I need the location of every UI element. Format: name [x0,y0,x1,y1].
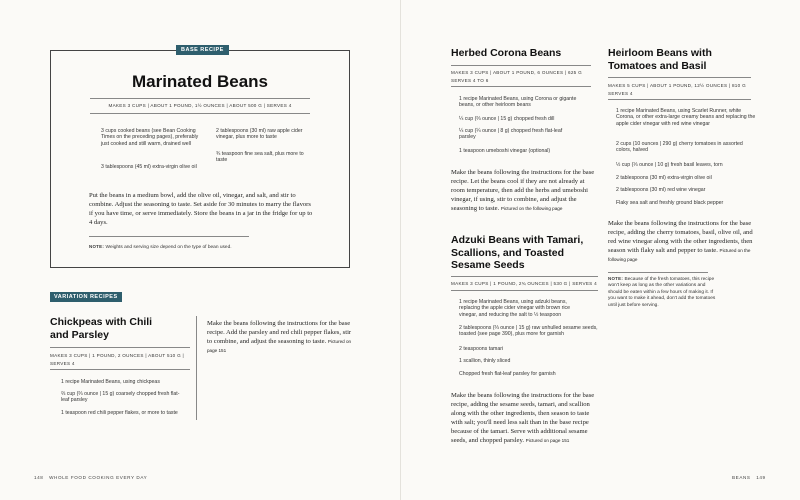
chickpeas-page-ref: Pictured on page 151 [207,339,352,353]
base-ingredient: 3 cups cooked beans (see Bean Cooking Times on the preceding pages), preferably just cooked and still warm, drained well [101,128,199,147]
right-running-title: BEANS [732,475,751,480]
base-ingredient: ¾ teaspoon fine sea salt, plus more to taste [216,151,304,164]
right-page-number: 149 [756,475,766,480]
base-recipe-yield: MAKES 3 CUPS | ABOUT 1 POUND, 1½ OUNCES | ABOUT 500 G | SERVES 4 [108,103,292,108]
heirloom-ingredient: Flaky sea salt and freshly ground black pepper [616,200,724,206]
chickpeas-ingredient: ⅔ cup (⅔ ounce | 15 g) coarsely chopped fresh flat-leaf parsley [61,391,180,404]
note-label: NOTE: [89,244,105,249]
adzuki-title-line: Adzuki Beans with Tamari, [451,234,584,246]
chickpeas-title-line: and Parsley [50,328,109,341]
adzuki-page-ref: Pictured on page 151 [525,438,570,443]
chickpeas-yield-line: SERVES 4 [50,361,75,366]
adzuki-ingredient: 1 scallion, thinly sliced [459,358,511,364]
heirloom-method-text: Make the beans following the instructions for the base recipe, adding the cherry tomatoes, basil, olive oil, and red wine vinegar along with the other ingredients, then season with flaky salt and pepper to taste. [608,220,753,254]
chickpeas-ingredient: 1 teaspoon red chili pepper flakes, or more to taste [61,410,178,416]
chickpeas-method [207,319,357,355]
corona-yield-rule-bottom [451,86,591,87]
base-note-rule [89,236,249,237]
base-ingredient: 3 tablespoons (45 ml) extra-virgin olive oil [101,164,197,170]
base-recipe-tag: BASE RECIPE [176,45,229,55]
heirloom-ingredient: 2 tablespoons (30 ml) red wine vinegar [616,187,706,193]
adzuki-ingredient: 2 tablespoons (⅔ ounce | 15 g) raw unhulled sesame seeds, toasted (see page 390), plus more for garnish [459,325,598,338]
corona-page-ref: Pictured on the following page [500,206,563,211]
adzuki-ingredient: 1 recipe Marinated Beans, using adzuki beans, replacing the apple cider vinegar with brown rice vinegar, and reducing the salt to ½ teaspoon [459,299,571,318]
base-note [89,244,319,251]
adzuki-title-line: Scallions, and Toasted [451,246,564,259]
heirloom-method [608,219,756,264]
chickpeas-method-rule [196,316,197,420]
chickpeas-title-line: Chickpeas with Chili [50,316,153,328]
base-note-text: Weights and serving size depend on the type of bean used. [105,245,232,250]
corona-method [451,168,598,213]
adzuki-yield-rule-top [451,276,598,277]
heirloom-yield-rule-top [608,77,751,78]
adzuki-method [451,391,601,445]
base-yield-rule-top [90,98,310,99]
heirloom-note [608,276,718,309]
corona-yield-line: MAKES 3 CUPS | ABOUT 1 POUND, 6 OUNCES | 625 G [451,70,582,75]
corona-ingredient: ¼ cup (⅔ ounce | 15 g) chopped fresh dill [459,116,555,122]
corona-ingredient: 1 teaspoon umeboshi vinegar (optional) [459,148,551,154]
chickpeas-method-text: Make the beans following the instructions for the base recipe. Add the parsley and red chili pepper flakes, stir to combine, and adjust the seasoning to taste. [207,320,352,345]
heirloom-yield-line: MAKES 5 CUPS | ABOUT 1 POUND, 12½ OUNCES | 810 G [608,83,746,88]
left-footer [34,475,147,480]
left-running-title: WHOLE FOOD COOKING EVERY DAY [49,475,148,480]
heirloom-page-ref: Pictured on the following page [608,248,751,262]
heirloom-title-line: Tomatoes and Basil [608,59,707,72]
heirloom-yield [608,82,758,98]
heirloom-title-line: Heirloom Beans with [608,47,712,59]
right-page [400,0,800,500]
heirloom-ingredient: 1 recipe Marinated Beans, using Scarlet Runner, white Corona, or other extra-large creamy beans and replacing the apple cider vinegar with red wine vinegar [616,108,756,127]
left-page-number: 148 [34,475,44,480]
adzuki-yield: MAKES 3 CUPS | 1 POUND, 2¾ OUNCES | 530 G | SERVES 4 [451,281,597,286]
adzuki-ingredient: Chopped fresh flat-leaf parsley for garnish [459,371,556,377]
heirloom-ingredient: 2 tablespoons (30 ml) extra-virgin olive oil [616,175,712,181]
corona-title: Herbed Corona Beans [451,47,562,59]
adzuki-ingredient: 2 teaspoons tamari [459,346,504,352]
heirloom-yield-rule-bottom [608,99,751,100]
base-method: Put the beans in a medium bowl, add the olive oil, vinegar, and salt, and stir to combine. Adjust the seasoning to taste. Set aside for 30 minutes to marry the flavors if you have time, or serve immediately. Store the beans in a jar in the fridge for up to 4 days. [89,192,313,226]
adzuki-title-line: Sesame Seeds [451,259,525,271]
variation-recipes-tag: VARIATION RECIPES [50,292,122,302]
heirloom-yield-line: SERVES 4 [608,91,633,96]
corona-yield-rule-top [451,65,591,66]
chickpeas-yield-line: MAKES 3 CUPS | 1 POUND, 2 OUNCES | ABOUT 510 G | [50,353,185,358]
right-footer [732,475,766,480]
corona-method-text: Make the beans following the instructions for the base recipe. Let the beans cool if they are not already at room temperature, then add the herbs and umeboshi vinegar, if using, stir to combine, and adjust the seasoning to taste. [451,169,595,212]
base-yield-rule-bottom [90,113,310,114]
corona-yield-line: SERVES 4 TO 6 [451,78,489,83]
chickpeas-yield-rule-top [50,347,190,348]
heirloom-note-rule [608,272,708,273]
adzuki-yield-rule-bottom [451,290,598,291]
corona-ingredient: ¼ cup (¼ ounce | 8 g) chopped fresh flat-leaf parsley [459,128,563,141]
base-ingredient: 2 tablespoons (30 ml) raw apple cider vinegar, plus more to taste [216,128,303,141]
heirloom-title [608,47,758,72]
heirloom-ingredient: 2 cups (10 ounces | 290 g) cherry tomatoes in assorted colors, halved [616,141,743,154]
corona-yield [451,69,596,85]
corona-ingredient: 1 recipe Marinated Beans, using Corona or gigante beans, or other heirloom beans [459,96,577,109]
adzuki-method-text: Make the beans following the instructions for the base recipe, adding the sesame seeds, tamari, and scallion along with the other ingredients, then season to taste with salt; you'll need less salt than in the base recipe because of the tamari. Serve with additional sesame seeds, and chopped parsley. [451,392,595,444]
adzuki-title [451,234,601,272]
chickpeas-ingredient: 1 recipe Marinated Beans, using chickpeas [61,379,160,385]
chickpeas-title [50,316,200,341]
heirloom-note-text: Because of the fresh tomatoes, this recipe won't keep as long as the other variations and should be eaten within a few hours of making it. If you want to make it ahead, don't add the tomatoes until just before serving. [608,277,716,308]
note-label: NOTE: [608,276,624,281]
base-recipe-title: Marinated Beans [131,72,269,91]
heirloom-ingredient: ½ cup (⅓ ounce | 10 g) fresh basil leaves, torn [616,162,723,168]
chickpeas-yield [50,352,190,368]
chickpeas-yield-rule-bottom [50,369,190,370]
